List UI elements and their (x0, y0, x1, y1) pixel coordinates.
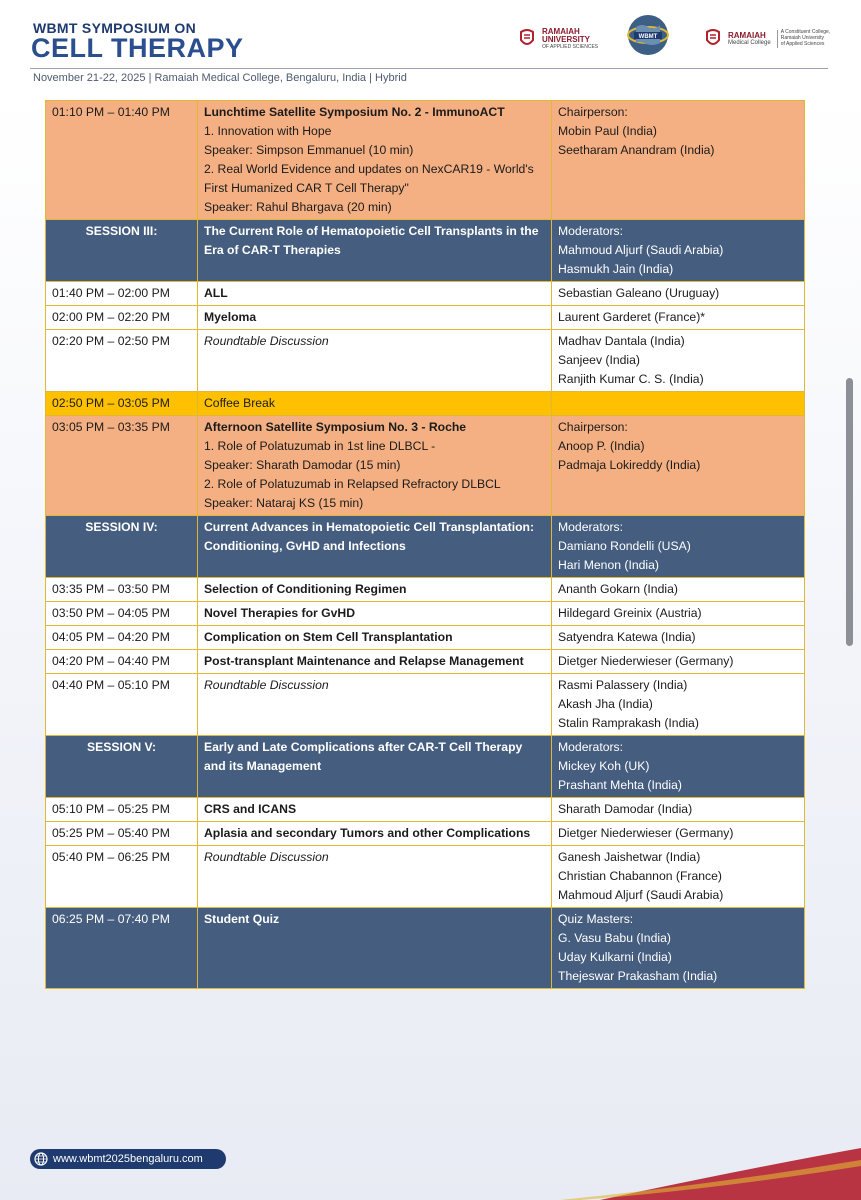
time-cell: 03:05 PM – 03:35 PM (46, 416, 198, 516)
topic-title: Student Quiz (204, 912, 280, 926)
people-cell (552, 650, 805, 674)
person-name: Sanjeev (India) (558, 353, 640, 367)
table-row (46, 798, 805, 822)
topic-title: Myeloma (204, 310, 257, 324)
person-name: Moderators: (558, 740, 624, 754)
topic-cell (198, 220, 552, 282)
schedule-table (45, 100, 805, 989)
website-url: www.wbmt2025bengaluru.com (53, 1153, 203, 1165)
people-cell (552, 908, 805, 989)
people-cell (552, 516, 805, 578)
topic-detail: Speaker: Nataraj KS (15 min) (204, 496, 364, 510)
logo-text-line: RAMAIAH (728, 30, 766, 40)
person-name: Seetharam Anandram (India) (558, 143, 715, 157)
ramaiah-emblem-icon (704, 28, 722, 50)
topic-title: The Current Role of Hematopoietic Cell Transplants in the Era of CAR-T Therapies (204, 224, 539, 257)
header-subtitle: November 21-22, 2025 | Ramaiah Medical College, Bengaluru, India | Hybrid (33, 72, 407, 84)
table-row (46, 846, 805, 908)
topic-title: Afternoon Satellite Symposium No. 3 - Roche (204, 420, 467, 434)
session-header-row (46, 516, 805, 578)
people-cell (552, 626, 805, 650)
topic-detail: 2. Real World Evidence and updates on NexCAR19 - World's First Humanized CAR T Cell Therapy" (204, 162, 534, 195)
table-row (46, 282, 805, 306)
person-name: Ganesh Jaishetwar (India) (558, 850, 701, 864)
topic-cell (198, 330, 552, 392)
time-cell: SESSION V: (46, 736, 198, 798)
person-name: Chairperson: (558, 105, 628, 119)
topic-cell (198, 798, 552, 822)
topic-title: Post-transplant Maintenance and Relapse Management (204, 654, 524, 668)
table-row (46, 626, 805, 650)
people-cell (552, 282, 805, 306)
topic-title: ALL (204, 286, 228, 300)
decorative-swoosh (560, 1130, 861, 1200)
person-name: Christian Chabannon (France) (558, 869, 722, 883)
person-name: Moderators: (558, 520, 624, 534)
topic-cell (198, 602, 552, 626)
topic-detail: Speaker: Rahul Bhargava (20 min) (204, 200, 392, 214)
people-cell (552, 822, 805, 846)
table-row (46, 330, 805, 392)
person-name: Thejeswar Prakasham (India) (558, 969, 718, 983)
topic-title: Novel Therapies for GvHD (204, 606, 356, 620)
time-cell: 05:25 PM – 05:40 PM (46, 822, 198, 846)
time-cell: 04:20 PM – 04:40 PM (46, 650, 198, 674)
topic-title: Roundtable Discussion (204, 850, 329, 864)
person-name: Laurent Garderet (France)* (558, 310, 705, 324)
ramaiah-university-logo (518, 22, 598, 56)
person-name: Ranjith Kumar C. S. (India) (558, 372, 704, 386)
time-cell: 04:40 PM – 05:10 PM (46, 674, 198, 736)
topic-detail: 2. Role of Polatuzumab in Relapsed Refractory DLBCL (204, 477, 501, 491)
people-cell (552, 736, 805, 798)
session-header-row (46, 908, 805, 989)
ramaiah-medical-college-logo (704, 22, 830, 56)
session-header-row (46, 736, 805, 798)
table-row (46, 578, 805, 602)
time-cell: SESSION III: (46, 220, 198, 282)
session-header-row (46, 220, 805, 282)
time-cell: 02:50 PM – 03:05 PM (46, 392, 198, 416)
person-name: Akash Jha (India) (558, 697, 653, 711)
topic-cell (198, 846, 552, 908)
topic-title: Current Advances in Hematopoietic Cell Transplantation: (204, 520, 535, 534)
person-name: Hari Menon (India) (558, 558, 659, 572)
table-row (46, 822, 805, 846)
table-row (46, 602, 805, 626)
wbmt-globe-icon (626, 13, 670, 57)
topic-cell (198, 822, 552, 846)
person-name: Mobin Paul (India) (558, 124, 657, 138)
time-cell: 01:10 PM – 01:40 PM (46, 101, 198, 220)
symposium-row (46, 101, 805, 220)
topic-detail: Speaker: Sharath Damodar (15 min) (204, 458, 401, 472)
topic-cell (198, 736, 552, 798)
topic-title: Lunchtime Satellite Symposium No. 2 - ImmunoACT (204, 105, 505, 119)
people-cell (552, 330, 805, 392)
people-cell (552, 674, 805, 736)
header-title-small: WBMT SYMPOSIUM ON (33, 20, 196, 36)
time-cell: 05:40 PM – 06:25 PM (46, 846, 198, 908)
topic-title: Complication on Stem Cell Transplantation (204, 630, 453, 644)
topic-cell (198, 516, 552, 578)
people-cell (552, 392, 805, 416)
topic-cell (198, 101, 552, 220)
person-name: G. Vasu Babu (India) (558, 931, 671, 945)
time-cell: 02:00 PM – 02:20 PM (46, 306, 198, 330)
topic-cell (198, 306, 552, 330)
header-divider (30, 68, 828, 69)
logo-text-line: Ramaiah University (780, 35, 825, 42)
person-name: Sharath Damodar (India) (558, 802, 693, 816)
logo-text-line: A Constituent College, (780, 29, 831, 36)
time-cell: 01:40 PM – 02:00 PM (46, 282, 198, 306)
break-row (46, 392, 805, 416)
person-name: Rasmi Palassery (India) (558, 678, 688, 692)
topic-title: CRS and ICANS (204, 802, 297, 816)
time-cell: 05:10 PM – 05:25 PM (46, 798, 198, 822)
topic-title: Coffee Break (204, 396, 275, 410)
person-name: Dietger Niederwieser (Germany) (558, 654, 734, 668)
person-name: Anoop P. (India) (558, 439, 645, 453)
topic-cell (198, 626, 552, 650)
topic-detail: 1. Innovation with Hope (204, 124, 332, 138)
people-cell (552, 798, 805, 822)
people-cell (552, 101, 805, 220)
topic-title: Roundtable Discussion (204, 334, 329, 348)
topic-title: Roundtable Discussion (204, 678, 329, 692)
person-name: Ananth Gokarn (India) (558, 582, 678, 596)
people-cell (552, 306, 805, 330)
wbmt-logo-text: WBMT (638, 34, 658, 40)
logo-text-line: of Applied Sciences (780, 40, 825, 47)
person-name: Dietger Niederwieser (Germany) (558, 826, 734, 840)
topic-detail: 1. Role of Polatuzumab in 1st line DLBCL - (204, 439, 436, 453)
person-name: Hildegard Greinix (Austria) (558, 606, 702, 620)
globe-icon (34, 1152, 48, 1166)
time-cell: 04:05 PM – 04:20 PM (46, 626, 198, 650)
logo-text-line: Medical College (728, 40, 771, 47)
person-name: Mahmoud Aljurf (Saudi Arabia) (558, 243, 724, 257)
person-name: Stalin Ramprakash (India) (558, 716, 699, 730)
logo-text-line: UNIVERSITY (542, 35, 591, 45)
topic-title: Aplasia and secondary Tumors and other Complications (204, 826, 531, 840)
people-cell (552, 578, 805, 602)
topic-cell (198, 392, 552, 416)
time-cell: 02:20 PM – 02:50 PM (46, 330, 198, 392)
table-row (46, 650, 805, 674)
topic-subtitle: Conditioning, GvHD and Infections (204, 539, 406, 553)
header-title: CELL THERAPY (31, 33, 244, 63)
scrollbar-thumb[interactable] (846, 378, 853, 646)
topic-title: Selection of Conditioning Regimen (204, 582, 407, 596)
person-name: Madhav Dantala (India) (558, 334, 685, 348)
topic-title: Early and Late Complications after CAR-T Cell Therapy and its Management (204, 740, 523, 773)
table-row (46, 306, 805, 330)
people-cell (552, 602, 805, 626)
wbmt-logo (626, 18, 670, 52)
person-name: Prashant Mehta (India) (558, 778, 682, 792)
time-cell: 03:50 PM – 04:05 PM (46, 602, 198, 626)
person-name: Mahmoud Aljurf (Saudi Arabia) (558, 888, 724, 902)
people-cell (552, 846, 805, 908)
time-cell: 06:25 PM – 07:40 PM (46, 908, 198, 989)
person-name: Quiz Masters: (558, 912, 634, 926)
time-cell: 03:35 PM – 03:50 PM (46, 578, 198, 602)
topic-detail: Speaker: Simpson Emmanuel (10 min) (204, 143, 414, 157)
symposium-row (46, 416, 805, 516)
website-link[interactable] (30, 1149, 226, 1169)
topic-cell (198, 908, 552, 989)
people-cell (552, 220, 805, 282)
person-name: Satyendra Katewa (India) (558, 630, 696, 644)
people-cell (552, 416, 805, 516)
table-row (46, 674, 805, 736)
person-name: Sebastian Galeano (Uruguay) (558, 286, 720, 300)
topic-cell (198, 674, 552, 736)
ramaiah-emblem-icon (518, 28, 536, 50)
topic-cell (198, 578, 552, 602)
person-name: Uday Kulkarni (India) (558, 950, 672, 964)
person-name: Chairperson: (558, 420, 628, 434)
topic-cell (198, 650, 552, 674)
person-name: Padmaja Lokireddy (India) (558, 458, 701, 472)
topic-cell (198, 416, 552, 516)
topic-cell (198, 282, 552, 306)
time-cell: SESSION IV: (46, 516, 198, 578)
person-name: Mickey Koh (UK) (558, 759, 650, 773)
person-name: Hasmukh Jain (India) (558, 262, 674, 276)
logo-text-line: RAMAIAH (542, 26, 580, 36)
person-name: Moderators: (558, 224, 624, 238)
logo-text-line: OF APPLIED SCIENCES (542, 43, 599, 50)
person-name: Damiano Rondelli (USA) (558, 539, 691, 553)
